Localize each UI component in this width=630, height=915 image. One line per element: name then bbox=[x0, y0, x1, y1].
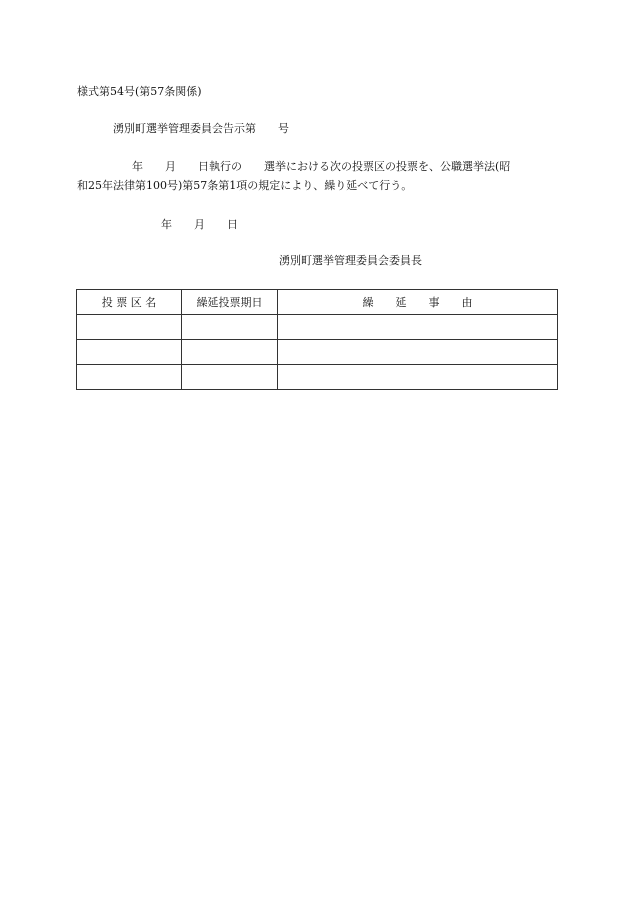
table-row bbox=[77, 340, 558, 365]
signer-title: 湧別町選挙管理委員会委員長 bbox=[279, 254, 422, 267]
table-cell bbox=[182, 365, 278, 390]
postponement-table bbox=[76, 289, 558, 390]
table-row bbox=[77, 365, 558, 390]
date-line: 年 月 日 bbox=[161, 218, 238, 231]
table-cell bbox=[278, 365, 558, 390]
notice-body-line-2: 和25年法律第100号)第57条第1項の規定により、繰り延べて行う。 bbox=[77, 179, 413, 192]
form-number-label: 様式第54号(第57条関係) bbox=[77, 85, 202, 98]
table-cell bbox=[182, 315, 278, 340]
table-cell bbox=[77, 340, 182, 365]
header-postponed-date: 繰延投票期日 bbox=[182, 290, 278, 315]
header-voting-district: 投 票 区 名 bbox=[77, 290, 182, 315]
table-row bbox=[77, 315, 558, 340]
header-postponement-reason: 繰 延 事 由 bbox=[278, 290, 558, 315]
table-cell bbox=[278, 315, 558, 340]
notice-body-line-1: 年 月 日執行の 選挙における次の投票区の投票を、公職選挙法(昭 bbox=[77, 160, 511, 173]
table-cell bbox=[278, 340, 558, 365]
table-header-row bbox=[77, 290, 558, 315]
table-cell bbox=[182, 340, 278, 365]
table-cell bbox=[77, 365, 182, 390]
table-cell bbox=[77, 315, 182, 340]
notice-title: 湧別町選挙管理委員会告示第 号 bbox=[113, 122, 289, 135]
